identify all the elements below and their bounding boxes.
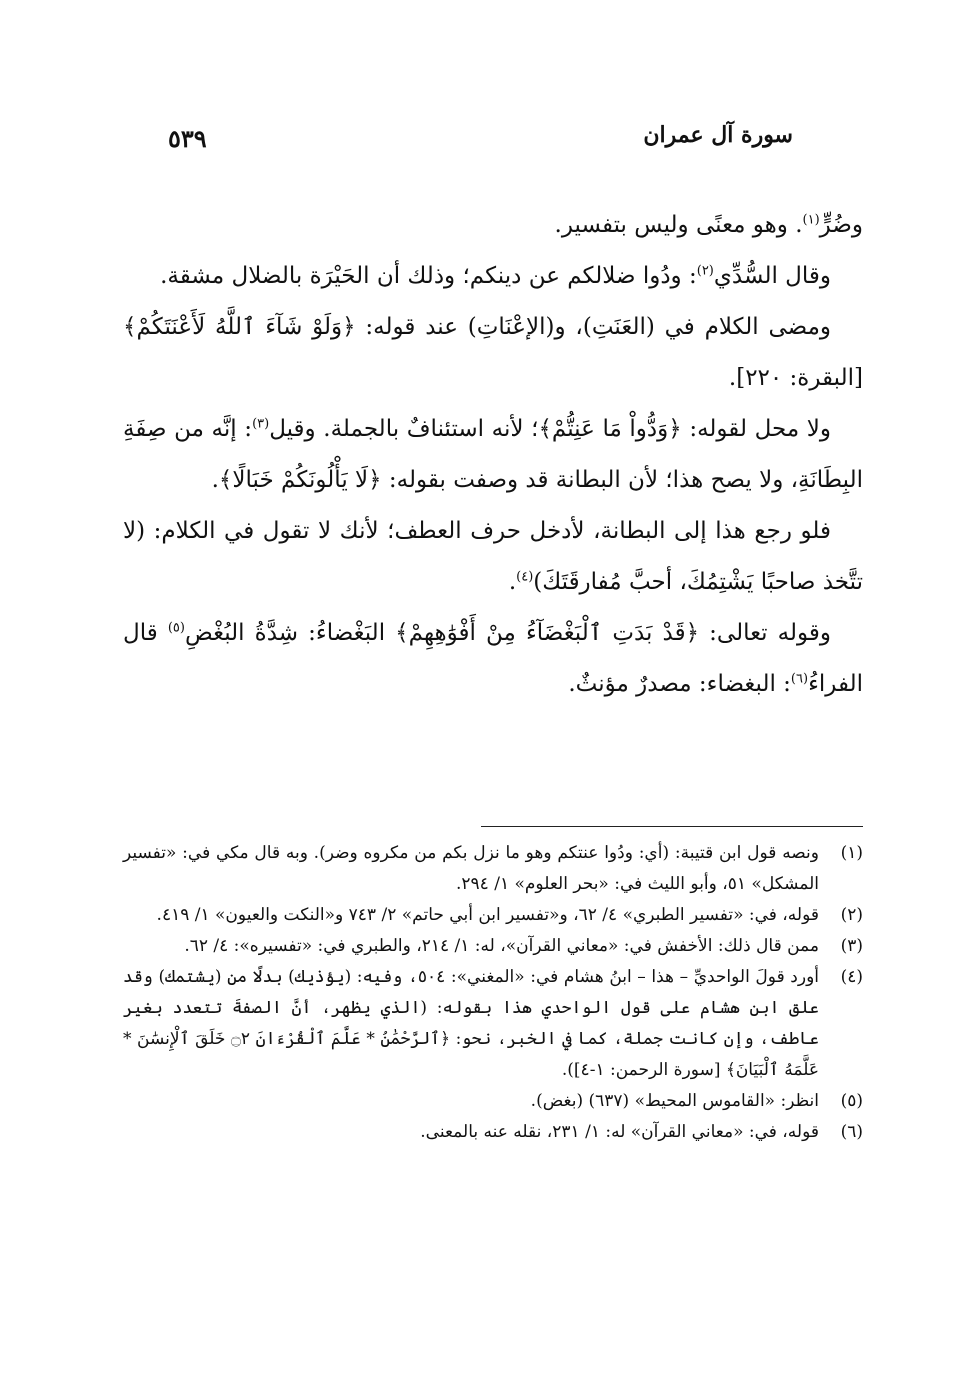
footnote-text: ونصه قول ابن قتيبة: (أي: ودُوا عنتكم وهو ما نزل بكم من مكروه وضر). وبه قال مكي في: «تفسير المشكل» ٥١، وأبو الليث في: «بحر العلوم» ١/ ٢٩٤. [123,843,819,894]
paragraph-text: ولا محل لقوله: ﴿وَدُّواْ مَا عَنِتُّمْ﴾؛ لأنه استئنافٌ بالجملة. وقيل [269,416,831,442]
footnote-number: (٤) [840,967,863,987]
footnote-number: (٣) [840,936,863,956]
footnote-number: (١) [840,843,863,863]
paragraph [123,302,863,404]
footnote-text: انظر: «القاموس المحيط» (٦٣٧) (بغض). [530,1091,819,1111]
paragraph-text: . وهو معنًى وليس بتفسير. [554,212,803,238]
paragraph-text: : ودُوا ضلالكم عن دينكم؛ وذلك أن الحَيْرَة بالضلال مشقة. [160,263,697,289]
footnote-marker: (١) [802,212,820,228]
footnotes [123,838,863,1148]
footnote [123,931,863,962]
footnote-marker: (٢) [696,263,714,279]
paragraph-text: فلو رجع هذا إلى البطانة، لأدخل حرف العطف؛ لأنك لا تقول في الكلام: (لا تتَّخذ صاحبًا يَشْتِمُكَ، أحبَّ مُفارقَتَكَ) [123,518,863,595]
page-header [130,122,845,162]
footnote-text: أورد قولَ الواحديِّ – هذا – ابنُ هشام في: «المغني»: ٥٠٤، وفيه: (يؤذيك) بدلًا من (يشتمك) وقد علق ابن هشام على قول الواحدي هذا بقوله: (الذي يظهر، أنَّ الصفةَ تتعدد بغير عاطف، وإن كانت جملة، كما في الخبر، نحو: ﴿ٱلرَّحْمَٰنُ * عَلَّمَ ٱلْقُرْءَانَ ۝٢ خَلَقَ ٱلْإِنسَٰنَ * عَلَّمَهُ ٱلْبَيَانَ﴾ [سورة الرحمن: ١-٤]). [123,967,820,1080]
paragraph-text: . [508,569,517,595]
footnote [123,1117,863,1148]
footnote-marker: (٥) [167,620,185,636]
footnote-number: (٢) [840,905,863,925]
footnote-text: ممن قال ذلك: الأخفش في: «معاني القرآن»، له: ١/ ٢١٤، والطبري في: «تفسيره»: ٤/ ٦٢. [184,936,819,956]
paragraph [123,506,863,608]
paragraph-text: وقال السُّدِّي [713,263,831,289]
paragraph-text: : البغضاء: مصدرٌ مؤنثٌ. [568,671,791,697]
footnote-text: قوله، في: «معاني القرآن» له: ١/ ٢٣١، نقله عنه بالمعنى. [420,1122,819,1142]
footnote-marker: (٤) [516,569,534,585]
paragraph-text: وقوله تعالى: ﴿قَدْ بَدَتِ ٱلْبَغْضَآءُ مِنْ أَفْوَٰهِهِمْ﴾ البَغْضاءُ: شِدَّةُ البُغْضِ [184,620,831,646]
footnote-separator [481,826,863,827]
paragraph-text: قال الفراءُ [123,620,863,697]
footnote-number: (٥) [840,1091,863,1111]
paragraph [123,251,863,302]
footnote [123,962,863,1086]
paragraph-text: : إنَّه من صِفَةِ البِطَانَةِ، ولا يصح هذا؛ لأن البطانة قد وصفت بقوله: ﴿لَا يَأْلُونَكُمْ خَبَالًا﴾. [123,416,863,493]
page-number: ٥٣٩ [168,124,207,153]
paragraph-text: ومضى الكلام في (العَنَتِ)، و(الإعْنَاتِ) عند قوله: ﴿وَلَوْ شَآءَ ٱللَّهُ لَأَعْنَتَكُمْ﴾ [البقرة: ٢٢٠]. [123,314,863,391]
paragraph-text: وضُرٍّ [819,212,863,238]
paragraph [123,404,863,506]
paragraph [123,608,863,710]
paragraph [123,200,863,251]
footnote [123,900,863,931]
footnote-marker: (٦) [790,671,809,687]
footnote-marker: (٣) [252,416,270,432]
footnote [123,1086,863,1117]
footnote-text: قوله، في: «تفسير الطبري» ٤/ ٦٢، و«تفسير ابن أبي حاتم» ٢/ ٧٤٣ و«النكت والعيون» ١/ ٤١٩. [156,905,819,925]
surah-title: سورة آل عمران [643,122,793,148]
main-text [123,200,863,710]
footnote [123,838,863,900]
footnote-number: (٦) [840,1122,863,1142]
